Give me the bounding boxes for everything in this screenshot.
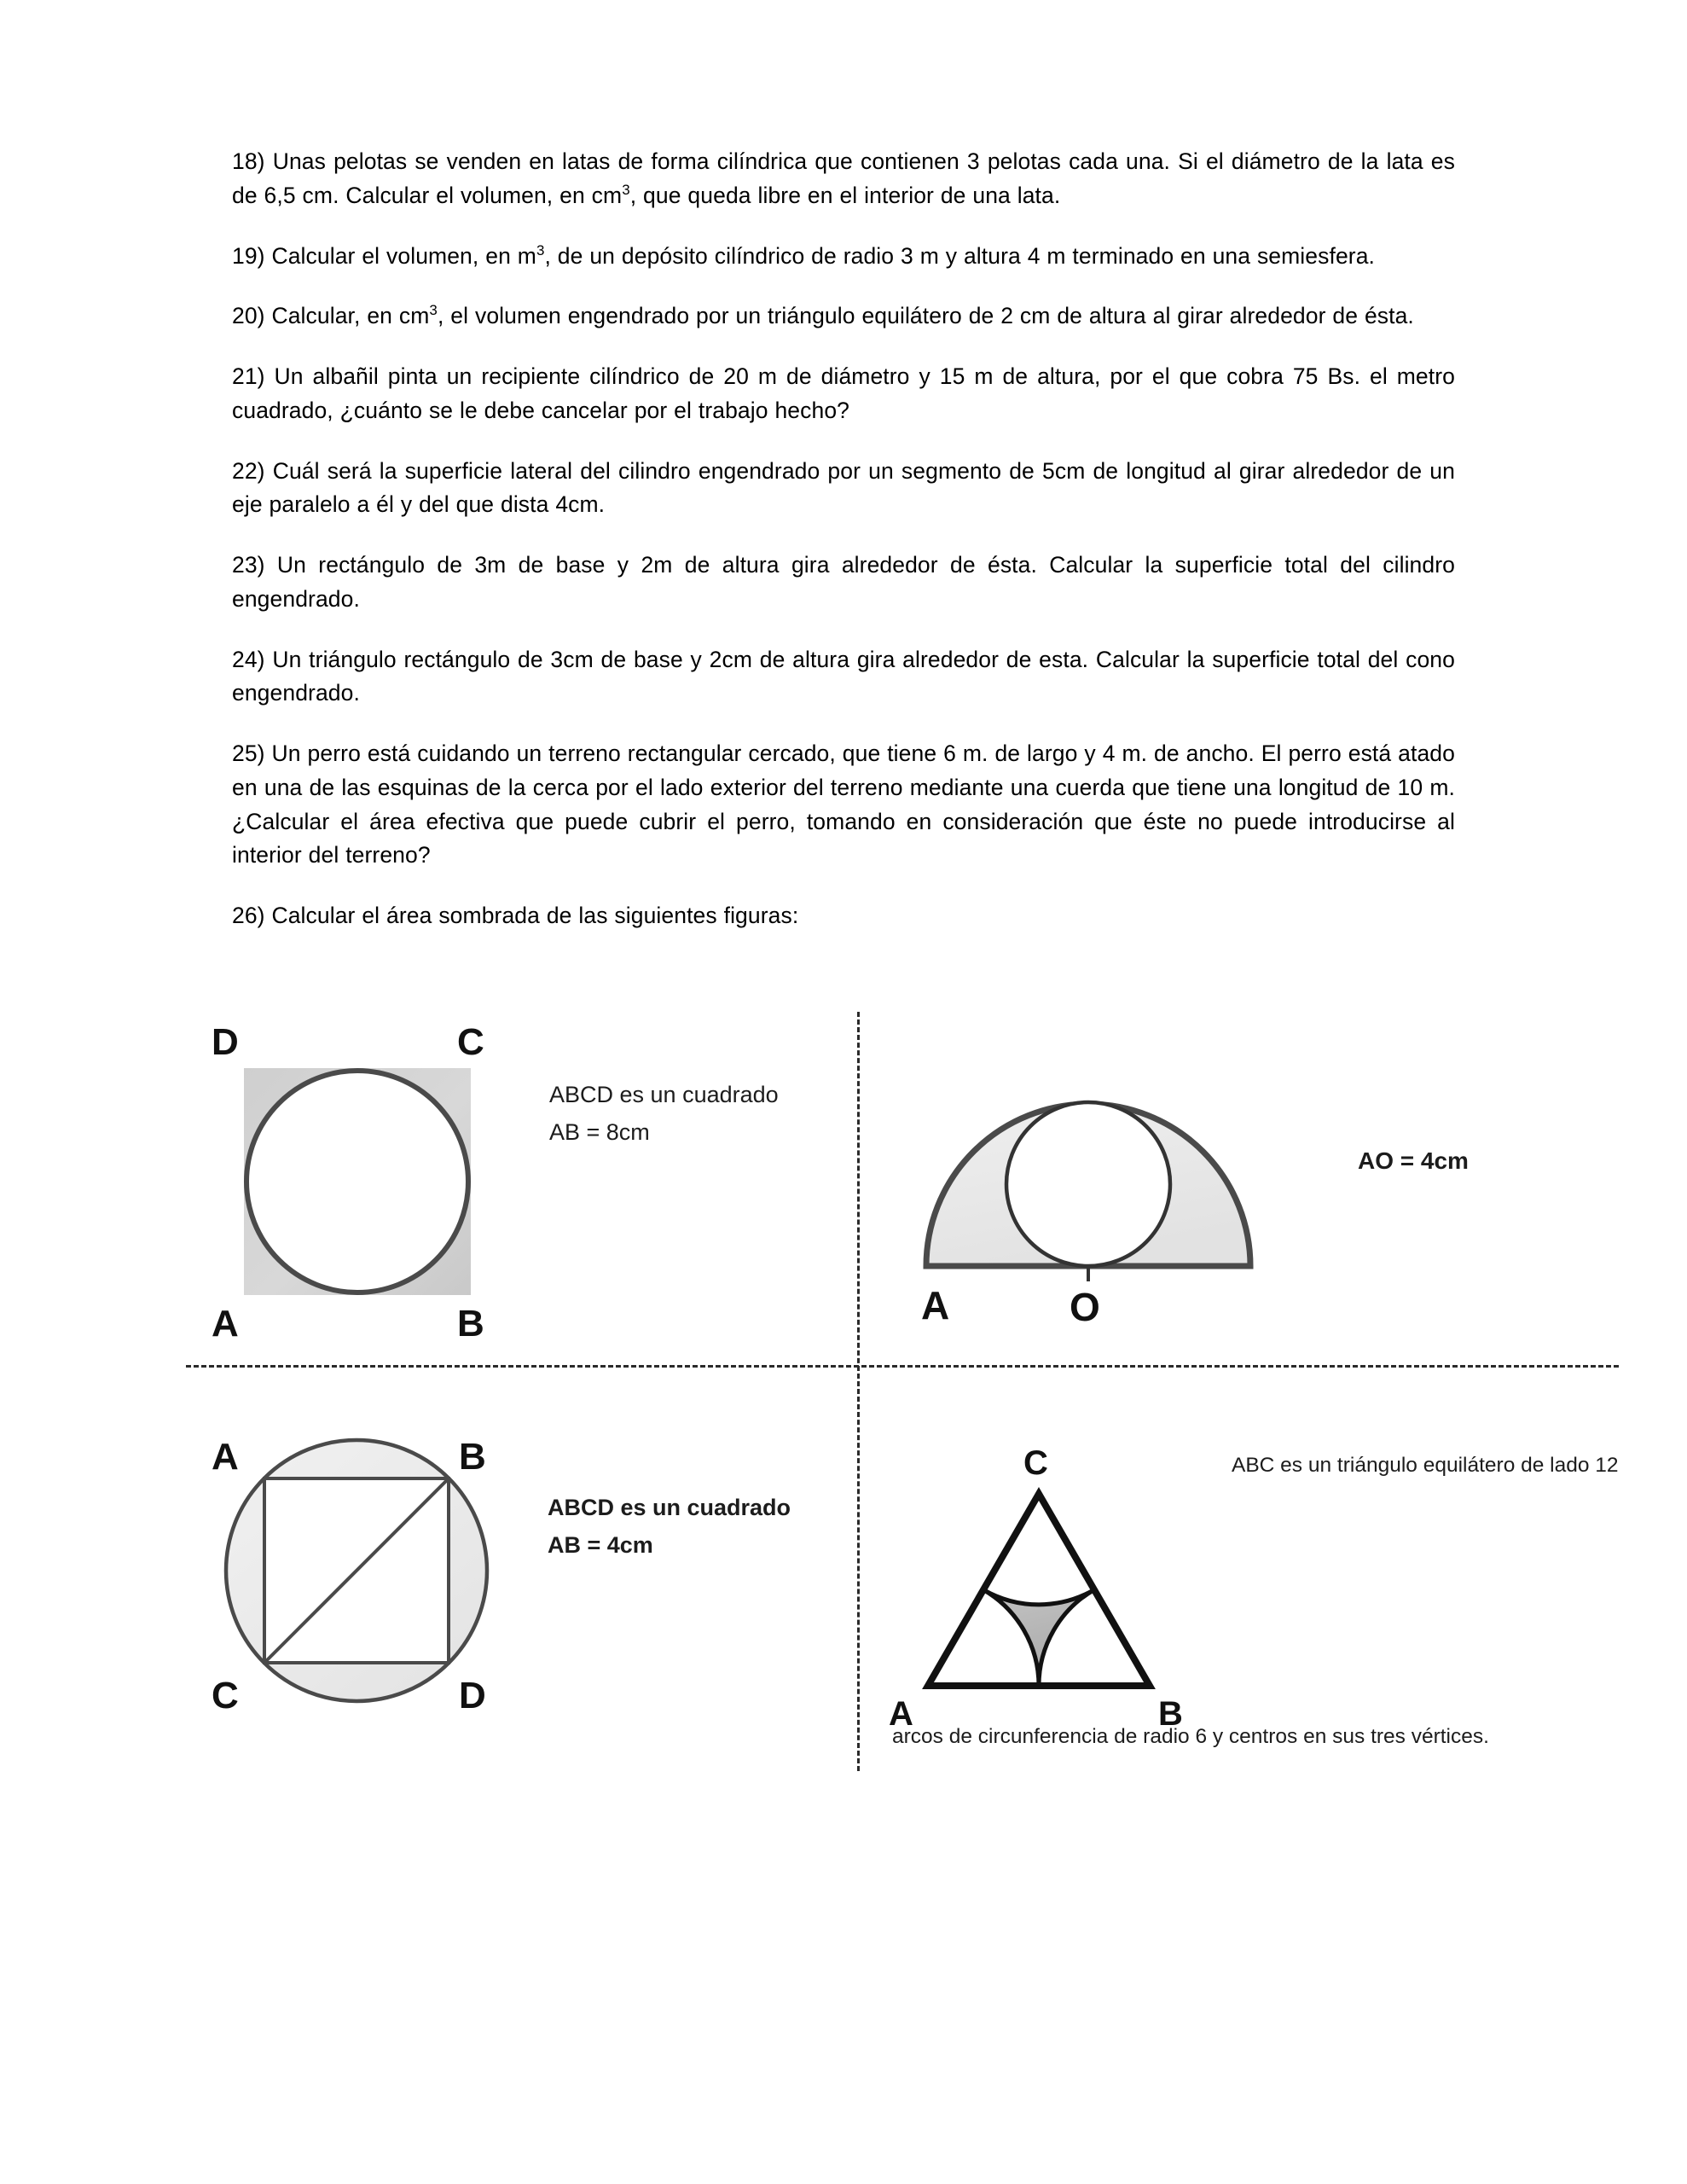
problem-24-text: Un triángulo rectángulo de 3cm de base y 2cm de altura gira alrededor de esta. Calcular la superficie total del cono engendrado.: [232, 646, 1455, 706]
problem-23-text: Un rectángulo de 3m de base y 2m de altura gira alrededor de ésta. Calcular la superficie total del cilindro engendrado.: [232, 552, 1455, 612]
figure-top-left-caption: [549, 1077, 779, 1151]
figures-horizontal-divider: [186, 1365, 1619, 1368]
problem-18-number: 18): [232, 148, 265, 174]
problem-20-text-part2: , el volumen engendrado por un triángulo equilátero de 2 cm de altura al girar alrededor de ésta.: [437, 303, 1414, 329]
vertex-label-D: D: [459, 1675, 486, 1716]
problem-23-number: 23): [232, 552, 265, 578]
problem-21-number: 21): [232, 363, 265, 389]
vertex-label-D: D: [212, 1021, 239, 1063]
problem-19: [232, 240, 1455, 274]
vertex-label-O: O: [1070, 1285, 1100, 1329]
problem-19-exponent: 3: [536, 241, 545, 258]
problem-22: [232, 455, 1455, 523]
problem-19-text-part2: , de un depósito cilíndrico de radio 3 m y altura 4 m terminado en una semiesfera.: [544, 242, 1376, 269]
vertex-label-A: A: [921, 1283, 950, 1327]
semicircle-with-inscribed-circle-svg: [902, 1020, 1329, 1336]
figure-bottom-right-note: arcos de circunferencia de radio 6 y centros en sus tres vértices.: [892, 1725, 1489, 1748]
figure-top-left: [186, 1012, 779, 1345]
problem-26-text: Calcular el área sombrada de las siguientes figuras:: [271, 903, 799, 928]
problem-18: [232, 145, 1455, 213]
vertex-label-A: A: [889, 1695, 913, 1733]
problem-20-number: 20): [232, 303, 265, 329]
figure-bottom-left: [186, 1396, 791, 1737]
figure-top-left-caption-line1: ABCD es un cuadrado: [549, 1082, 779, 1107]
problem-22-text: Cuál será la superficie lateral del cilindro engendrado por un segmento de 5cm de longitud al girar alrededor de un eje paralelo a él y del que dista 4cm.: [232, 457, 1455, 518]
problem-21: [232, 360, 1455, 428]
problem-21-text: Un albañil pinta un recipiente cilíndrico de 20 m de diámetro y 15 m de altura, por el que cobra 75 Bs. el metro cuadrado, ¿cuánto se le debe cancelar por el trabajo hecho?: [232, 363, 1455, 423]
problem-list: [232, 145, 1455, 933]
vertex-label-C: C: [457, 1021, 484, 1063]
figure-bottom-left-caption: [548, 1490, 791, 1564]
figures-grid: [186, 1012, 1619, 1780]
problem-18-exponent: 3: [622, 181, 630, 198]
problem-23: [232, 549, 1455, 617]
problem-19-number: 19): [232, 242, 265, 269]
problem-20: [232, 299, 1455, 334]
vertex-label-C: C: [1023, 1444, 1048, 1482]
problem-25: [232, 737, 1455, 873]
problem-20-exponent: 3: [429, 302, 438, 319]
equilateral-triangle-with-arcs-svg: [868, 1396, 1226, 1737]
figure-top-right-caption-line1: AO = 4cm: [1358, 1147, 1469, 1174]
figure-bottom-left-caption-line2: AB = 4cm: [548, 1531, 653, 1558]
problem-25-text: Un perro está cuidando un terreno rectangular cercado, que tiene 6 m. de largo y 4 m. de ancho. El perro está atado en una de las esquinas de la cerca por el lado exterior del terreno mediante una cuerda que tiene una longitud de 10 m. ¿Calcular el área efectiva que puede cubrir el perro, tomando en consideración que éste no puede introducirse al interior del terreno?: [232, 741, 1455, 868]
problem-24-number: 24): [232, 646, 265, 672]
inscribed-circle: [1006, 1102, 1170, 1266]
figure-bottom-right: [868, 1396, 1619, 1737]
figures-vertical-divider: [857, 1012, 860, 1771]
figure-top-right-caption: [1358, 1141, 1469, 1180]
problem-18-text-part2: , que queda libre en el interior de una lata.: [629, 182, 1061, 208]
problem-20-text-part1: Calcular, en cm: [271, 303, 430, 329]
vertex-label-B: B: [1158, 1695, 1183, 1733]
figure-bottom-right-caption: [1232, 1449, 1619, 1483]
figure-bottom-left-caption-line1: ABCD es un cuadrado: [548, 1495, 791, 1520]
problem-19-text-part1: Calcular el volumen, en m: [271, 242, 536, 269]
problem-25-number: 25): [232, 741, 265, 766]
vertex-label-A: A: [212, 1303, 239, 1345]
figure-top-right: [902, 1020, 1469, 1336]
problem-22-number: 22): [232, 457, 265, 484]
vertex-label-B: B: [457, 1303, 484, 1345]
problem-26: [232, 899, 1455, 933]
problem-18-text-part1: Unas pelotas se venden en latas de forma cilíndrica que contienen 3 pelotas cada una. Si el diámetro de la lata es de 6,5 cm. Calcular el volumen, en cm: [232, 148, 1455, 208]
vertex-label-A: A: [212, 1436, 239, 1478]
figure-top-left-caption-line2: AB = 8cm: [549, 1118, 650, 1145]
square-with-inscribed-circle-svg: [186, 1012, 519, 1345]
vertex-label-B: B: [459, 1436, 486, 1478]
circle-with-inscribed-square-svg: [186, 1396, 519, 1737]
inscribed-circle: [246, 1071, 468, 1292]
vertex-label-C: C: [212, 1675, 239, 1716]
problem-26-number: 26): [232, 903, 265, 928]
figure-bottom-right-caption-line1: ABC es un triángulo equilátero de lado 12: [1232, 1454, 1619, 1477]
problem-24: [232, 643, 1455, 712]
